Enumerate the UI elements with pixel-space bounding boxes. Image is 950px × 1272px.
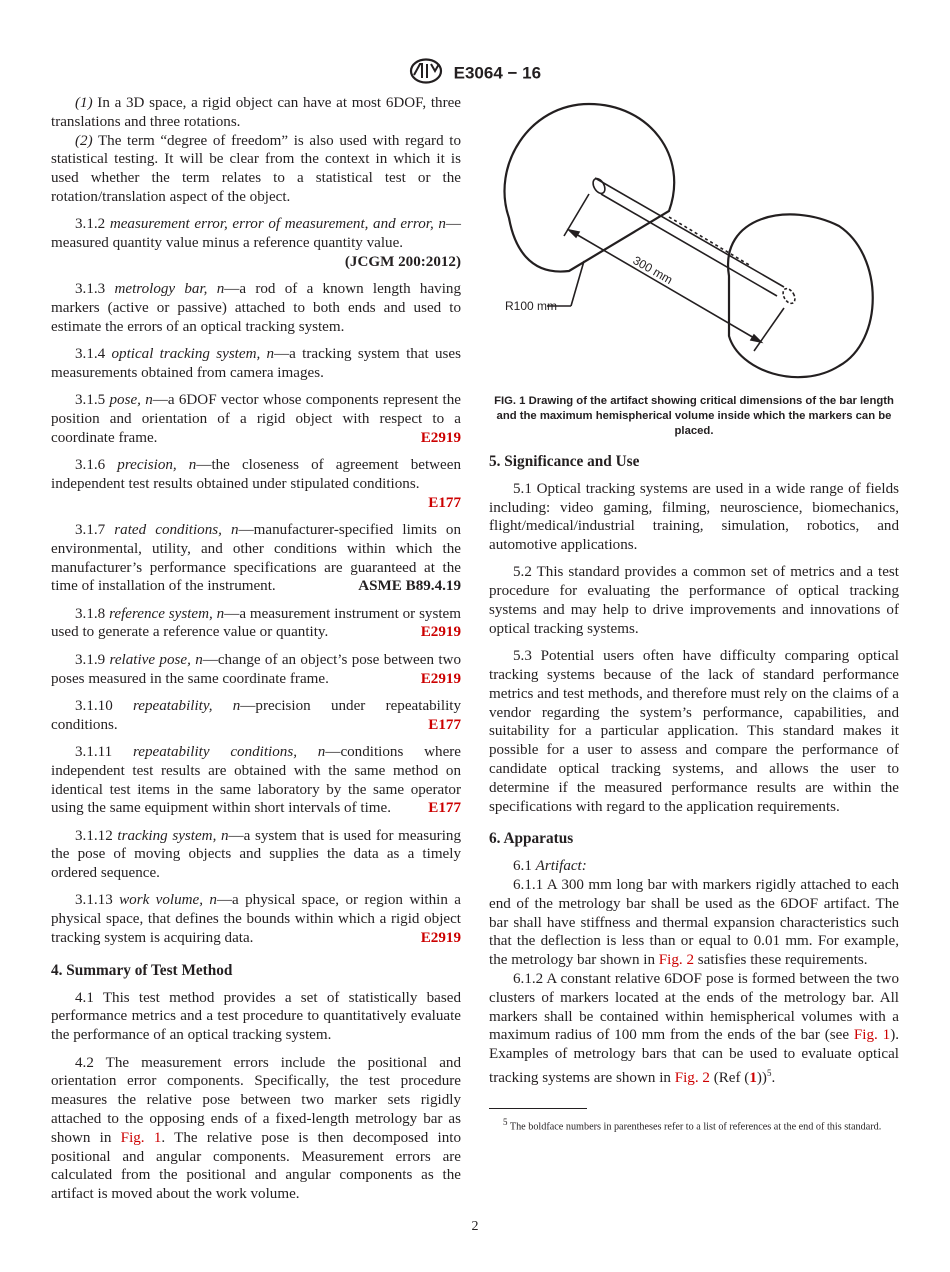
- footnote-5: $^5$ The boldface numbers in parentheses refer to a list of references at the end of this standard.: [503, 1116, 882, 1133]
- reference-link[interactable]: E2919: [420, 670, 461, 687]
- paragraph-5-3: 5.3 Potential users often have difficulty comparing optical tracking systems because of the lack of standard performance metrics and test methods, and therefore must rely on the claims of a vendor regarding the system’s performance, capabilities, and suitability for a particular application. This standard makes it possible for a user to assess and compare the performance of candidate optical tracking systems, and allows the user to determine if the measured performance results are within the specifications with regard to the application requirements.: [489, 648, 899, 815]
- reference-asme: ASME B89.4.19: [358, 578, 461, 595]
- bar-length-label: 300 mm: [630, 253, 676, 288]
- paragraph-4-1: 4.1 This test method provides a set of statistically based performance metrics and a test procedure to quantitatively evaluate the performance of an optical tracking system.: [51, 989, 461, 1044]
- definition-3-1-13: 3.1.13 work volume, n—a physical space, or region within a physical space, that defines the bounds within which a rigid object tracking system is acquiring data. E2919: [51, 892, 461, 947]
- reference-link[interactable]: E2919: [420, 624, 461, 641]
- page-number: 2: [471, 1219, 479, 1234]
- reference-link[interactable]: E2919: [420, 429, 461, 446]
- fig-2-link[interactable]: Fig. 2: [674, 1069, 710, 1086]
- reference-link[interactable]: E2919: [420, 930, 461, 947]
- artifact-drawing: [489, 96, 899, 386]
- definition-3-1-2: 3.1.2 measurement error, error of measurement, and error, n—measured quantity value minus a reference quantity value.: [51, 216, 462, 252]
- right-column: [489, 94, 899, 1143]
- definition-3-1-9: 3.1.9 relative pose, n—change of an object’s pose between two poses measured in the same coordinate frame. E2919: [51, 651, 461, 687]
- reference-link[interactable]: E177: [428, 800, 461, 817]
- paragraph-5-2: 5.2 This standard provides a common set of metrics and a test procedure for evaluating the performance of optical tracking systems and may help to drive improvements and innovations of optical tracking systems.: [489, 564, 899, 637]
- fig-1-link[interactable]: Fig. 1: [120, 1129, 162, 1146]
- section-4-heading: 4. Summary of Test Method: [51, 961, 233, 979]
- definition-3-1-4: 3.1.4 optical tracking system, n—a tracking system that uses measurements obtained from camera images.: [51, 346, 461, 381]
- figure-1-caption: FIG. 1 Drawing of the artifact showing critical dimensions of the bar length and the maximum hemispherical volume inside which the markers can be placed.: [494, 395, 894, 437]
- note-1: (1) In a 3D space, a rigid object can have at most 6DOF, three translations and three rotations.: [51, 95, 461, 130]
- radius-label: R100 mm: [505, 299, 558, 313]
- paragraph-5-1: 5.1 Optical tracking systems are used in a wide range of fields including: video gaming, filming, neuroscience, biomechanics, flight/medical/industrial training, simulation, robotics, and automotive applications.: [489, 480, 899, 554]
- paragraph-4-2: 4.2 The measurement errors include the positional and orientation error components. Specifically, the test procedure measures the relative pose between two marker sets rigidly attached to the opposing ends of a fixed-length metrology bar as shown in Fig. 1. The relative pose is then decomposed into positional and angular components. Measurement errors are calculated from the positional and angular components as the artifact is moved about the work volume.: [51, 1054, 462, 1203]
- paragraph-6-1: 6.1 Artifact:: [513, 858, 587, 875]
- reference-link[interactable]: E177: [428, 494, 461, 511]
- definition-3-1-6: 3.1.6 precision, n—the closeness of agreement between independent test results obtained under stipulated conditions.: [51, 457, 461, 492]
- section-6-heading: 6. Apparatus: [489, 830, 574, 848]
- reference-link[interactable]: E177: [428, 716, 461, 733]
- definition-3-1-7: 3.1.7 rated conditions, n—manufacturer-specified limits on environmental, utility, and other conditions within which the manufacturer’s performance specifications are guaranteed at the time of installation of the instrument. ASME B89.4.19: [51, 521, 462, 595]
- paragraph-6-1-2: 6.1.2 A constant relative 6DOF pose is formed between the two clusters of markers located at the ends of the metrology bar. All markers shall be contained within hemispherical volumes with a maximum radius of 100 mm from the ends of the bar (see Fig. 1). Examples of metrology bars that can be used to evaluate optical tracking systems are shown in Fig. 2 (Ref (1))$^5$.: [489, 970, 899, 1086]
- definition-3-1-12: 3.1.12 tracking system, n—a system that is used for measuring the pose of moving objects and supplies the data as a timely ordered sequence.: [51, 827, 461, 882]
- section-5-heading: 5. Significance and Use: [489, 453, 640, 470]
- definition-3-1-3: 3.1.3 metrology bar, n—a rod of a known length having markers (active or passive) attached to both ends and used to estimate the errors of an optical tracking system.: [51, 281, 461, 335]
- fig-1-link[interactable]: Fig. 1: [853, 1027, 891, 1044]
- definition-3-1-8: 3.1.8 reference system, n—a measurement instrument or system used to generate a reference value or quantity. E2919: [51, 605, 461, 641]
- fig-2-link[interactable]: Fig. 2: [658, 952, 695, 969]
- note-2: (2) The term “degree of freedom” is also used with regard to statistical testing. It will be clear from the context in which it is used whether the term relates to a statistical test or the rotation/translation aspect of the object.: [51, 132, 461, 205]
- standard-code: E3064 − 16: [453, 63, 542, 83]
- definition-3-1-10: 3.1.10 repeatability, n—precision under repeatability conditions. E177: [51, 697, 462, 733]
- paragraph-6-1-1: 6.1.1 A 300 mm long bar with markers rigidly attached to each end of the metrology bar shall be used as the 6DOF artifact. The bar shall have stiffness and thermal expansion characteristics such that the deflection is less than or equal to 0.01 mm. For example, the metrology bar shown in Fig. 2 satisfies these requirements.: [489, 876, 899, 969]
- reference-1-link[interactable]: 1: [749, 1069, 757, 1086]
- footnote-rule: [489, 1108, 587, 1109]
- reference-jcgm: (JCGM 200:2012): [344, 253, 461, 270]
- figure-1: [489, 96, 899, 386]
- astm-logo-icon: [409, 58, 443, 89]
- definition-3-1-5: 3.1.5 pose, n—a 6DOF vector whose components represent the position and orientation of a rigid object with respect to a coordinate frame. E2919: [51, 392, 461, 446]
- left-column: [51, 94, 461, 1212]
- page-header: [0, 58, 950, 89]
- definition-3-1-11: 3.1.11 repeatability conditions, n—conditions where independent test results are obtained with the same method on identical test items in the same laboratory by the same operator using the same equipment within short intervals of time. E177: [51, 743, 461, 817]
